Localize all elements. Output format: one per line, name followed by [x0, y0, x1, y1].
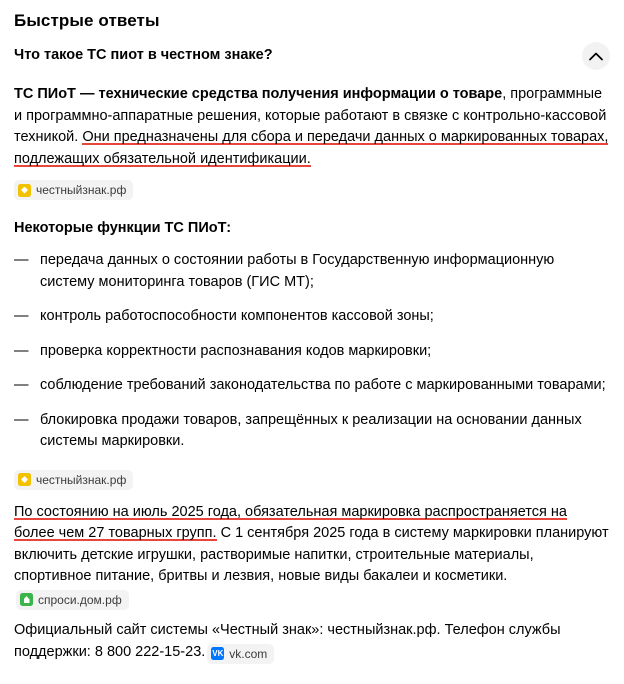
source-chip-label: честныйзнак.рф [36, 183, 127, 197]
chestnyznak-favicon-icon [18, 473, 31, 486]
sprosi-dom-favicon-icon [20, 593, 33, 606]
answer-lead-paragraph [14, 84, 610, 170]
answer-lead-highlight: Они предназначены для сбора и передачи данных о маркированных товарах, подлежащих обязательной идентификации. [14, 129, 609, 167]
answer-lead-rest: , программные и программно-аппаратные решения, которые работают в связке с контрольно-кассовой техникой. [14, 86, 607, 145]
answer-lead-bold: ТС ПИоТ — технические средства получения информации о товаре [14, 86, 503, 102]
vk-favicon-icon: VK [212, 649, 224, 659]
source-chip-sprosi-dom[interactable] [16, 590, 129, 610]
footer-paragraph [14, 620, 610, 663]
source-chip-label: спроси.дом.рф [38, 592, 122, 607]
chevron-up-icon[interactable] [582, 42, 610, 70]
list-item: — проверка корректности распознавания кодов маркировки; [14, 341, 610, 363]
stats-rest: С 1 сентября 2025 года в систему маркировки планируют включить детские игрушки, растворимые напитки, строительные материалы, спортивное питание, бритвы и лезвия, новые виды бакалеи и косметики. [14, 525, 609, 584]
stats-paragraph [14, 502, 610, 610]
stats-highlight: По состоянию на июль 2025 года, обязательная маркировка распространяется на более чем 27 товарных групп. [14, 503, 567, 541]
functions-heading: Некоторые функции ТС ПИоТ: [14, 220, 232, 236]
functions-list [14, 250, 610, 453]
list-item: — передача данных о состоянии работы в Государственную информационную систему мониторинга товаров (ГИС МТ); [14, 250, 610, 293]
page-title: Быстрые ответы [14, 11, 160, 30]
question-row[interactable] [14, 46, 610, 70]
source-chip-label: честныйзнак.рф [36, 472, 127, 487]
question-text: Что такое ТС пиот в честном знаке? [14, 47, 273, 63]
source-chip-label: vk.com [229, 646, 268, 661]
source-chip-chestnyznak-1[interactable] [14, 180, 133, 200]
footer-text: Официальный сайт системы «Честный знак»: честныйзнак.рф. Телефон службы поддержки: 8 800 222-15-23. [14, 622, 561, 660]
chestnyznak-favicon-icon [18, 184, 31, 197]
source-chip-chestnyznak-2[interactable] [14, 470, 133, 490]
list-item: — контроль работоспособности компонентов кассовой зоны; [14, 306, 610, 328]
list-item: — блокировка продажи товаров, запрещённых к реализации на основании данных системы маркировки. [14, 410, 610, 453]
source-chip-vk[interactable] [207, 644, 274, 664]
list-item: — соблюдение требований законодательства по работе с маркированными товарами; [14, 375, 610, 397]
